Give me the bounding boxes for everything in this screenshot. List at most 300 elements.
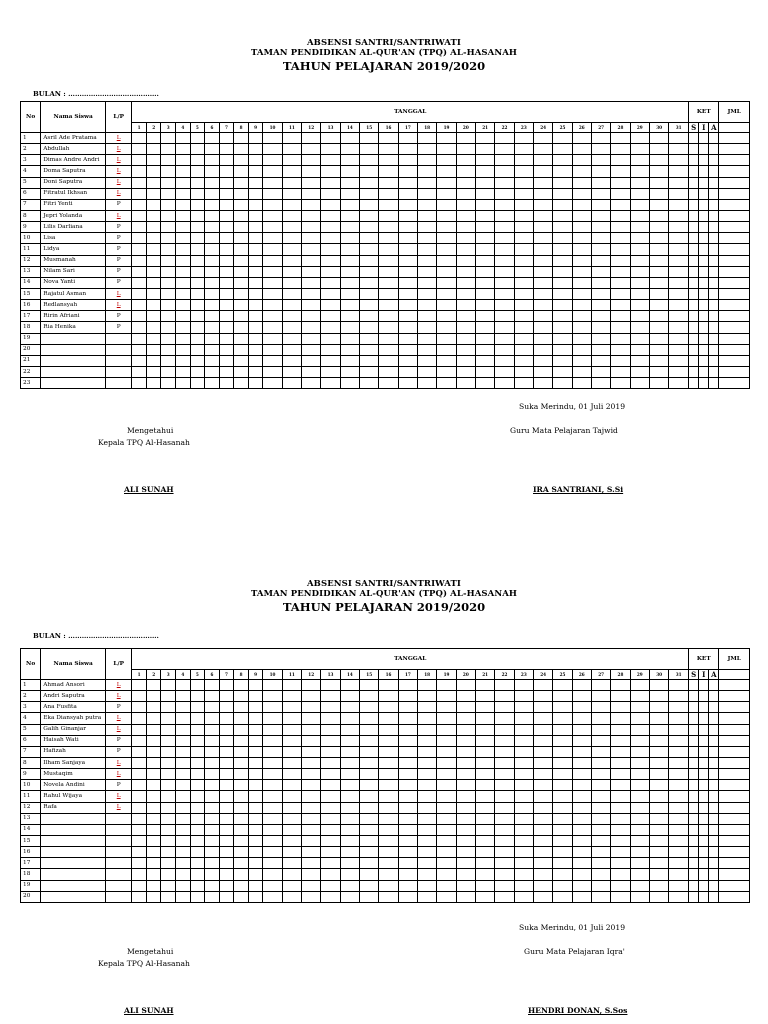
attendance-cell[interactable]: [146, 757, 161, 768]
attendance-cell[interactable]: [219, 177, 234, 188]
attendance-cell[interactable]: [379, 802, 398, 813]
attendance-cell[interactable]: [630, 366, 649, 377]
attendance-cell[interactable]: [495, 757, 514, 768]
attendance-cell[interactable]: [418, 769, 437, 780]
attendance-cell[interactable]: [234, 277, 249, 288]
attendance-cell[interactable]: [611, 869, 630, 880]
attendance-cell[interactable]: [591, 858, 610, 869]
attendance-cell[interactable]: [263, 835, 282, 846]
attendance-cell[interactable]: [379, 813, 398, 824]
attendance-cell[interactable]: [514, 702, 533, 713]
attendance-cell[interactable]: [146, 266, 161, 277]
attendance-cell[interactable]: [379, 702, 398, 713]
attendance-cell[interactable]: [379, 133, 398, 144]
attendance-cell[interactable]: [205, 746, 220, 757]
attendance-cell[interactable]: [591, 288, 610, 299]
attendance-cell[interactable]: [205, 713, 220, 724]
attendance-cell[interactable]: [146, 680, 161, 691]
attendance-cell[interactable]: [630, 133, 649, 144]
attendance-cell[interactable]: [630, 735, 649, 746]
attendance-cell[interactable]: [205, 835, 220, 846]
attendance-cell[interactable]: [437, 835, 456, 846]
attendance-cell[interactable]: [476, 847, 495, 858]
attendance-cell[interactable]: [514, 300, 533, 311]
attendance-cell[interactable]: [248, 255, 263, 266]
attendance-cell[interactable]: [630, 713, 649, 724]
attendance-cell[interactable]: [321, 680, 340, 691]
attendance-cell[interactable]: [495, 835, 514, 846]
attendance-cell[interactable]: [398, 847, 417, 858]
attendance-cell[interactable]: [437, 691, 456, 702]
attendance-cell[interactable]: [553, 891, 572, 902]
attendance-cell[interactable]: [495, 880, 514, 891]
attendance-cell[interactable]: [146, 344, 161, 355]
attendance-cell[interactable]: [476, 210, 495, 221]
attendance-cell[interactable]: [553, 869, 572, 880]
attendance-cell[interactable]: [649, 724, 668, 735]
attendance-cell[interactable]: [219, 255, 234, 266]
attendance-cell[interactable]: [495, 780, 514, 791]
attendance-cell[interactable]: [437, 713, 456, 724]
attendance-cell[interactable]: [132, 724, 147, 735]
attendance-cell[interactable]: [176, 813, 191, 824]
attendance-cell[interactable]: [514, 266, 533, 277]
attendance-cell[interactable]: [591, 691, 610, 702]
attendance-cell[interactable]: [302, 824, 321, 835]
attendance-cell[interactable]: [379, 713, 398, 724]
attendance-cell[interactable]: [495, 300, 514, 311]
attendance-cell[interactable]: [190, 255, 205, 266]
attendance-cell[interactable]: [132, 835, 147, 846]
attendance-cell[interactable]: [219, 355, 234, 366]
total-cell[interactable]: [719, 780, 750, 791]
remark-cell[interactable]: [699, 277, 709, 288]
attendance-cell[interactable]: [630, 210, 649, 221]
attendance-cell[interactable]: [514, 288, 533, 299]
attendance-cell[interactable]: [321, 847, 340, 858]
attendance-cell[interactable]: [234, 222, 249, 233]
attendance-cell[interactable]: [398, 858, 417, 869]
remark-cell[interactable]: [699, 144, 709, 155]
attendance-cell[interactable]: [161, 344, 176, 355]
attendance-cell[interactable]: [132, 355, 147, 366]
attendance-cell[interactable]: [649, 791, 668, 802]
attendance-cell[interactable]: [360, 824, 379, 835]
attendance-cell[interactable]: [302, 300, 321, 311]
attendance-cell[interactable]: [533, 680, 552, 691]
attendance-cell[interactable]: [190, 713, 205, 724]
attendance-cell[interactable]: [302, 780, 321, 791]
attendance-cell[interactable]: [146, 188, 161, 199]
attendance-cell[interactable]: [302, 735, 321, 746]
attendance-cell[interactable]: [190, 891, 205, 902]
attendance-cell[interactable]: [630, 311, 649, 322]
attendance-cell[interactable]: [611, 366, 630, 377]
attendance-cell[interactable]: [398, 322, 417, 333]
attendance-cell[interactable]: [132, 311, 147, 322]
attendance-cell[interactable]: [476, 133, 495, 144]
attendance-cell[interactable]: [321, 769, 340, 780]
attendance-cell[interactable]: [649, 266, 668, 277]
attendance-cell[interactable]: [248, 735, 263, 746]
attendance-cell[interactable]: [611, 233, 630, 244]
attendance-cell[interactable]: [205, 757, 220, 768]
attendance-cell[interactable]: [219, 769, 234, 780]
attendance-cell[interactable]: [495, 144, 514, 155]
attendance-cell[interactable]: [132, 144, 147, 155]
attendance-cell[interactable]: [437, 188, 456, 199]
attendance-cell[interactable]: [649, 366, 668, 377]
attendance-cell[interactable]: [360, 691, 379, 702]
attendance-cell[interactable]: [669, 311, 689, 322]
attendance-cell[interactable]: [132, 210, 147, 221]
attendance-cell[interactable]: [514, 869, 533, 880]
total-cell[interactable]: [719, 233, 750, 244]
attendance-cell[interactable]: [379, 769, 398, 780]
attendance-cell[interactable]: [263, 311, 282, 322]
attendance-cell[interactable]: [302, 869, 321, 880]
attendance-cell[interactable]: [302, 791, 321, 802]
attendance-cell[interactable]: [476, 322, 495, 333]
attendance-cell[interactable]: [476, 233, 495, 244]
attendance-cell[interactable]: [611, 311, 630, 322]
attendance-cell[interactable]: [398, 244, 417, 255]
attendance-cell[interactable]: [649, 735, 668, 746]
attendance-cell[interactable]: [669, 255, 689, 266]
remark-cell[interactable]: [699, 713, 709, 724]
attendance-cell[interactable]: [146, 288, 161, 299]
attendance-cell[interactable]: [572, 802, 591, 813]
attendance-cell[interactable]: [611, 155, 630, 166]
attendance-cell[interactable]: [321, 735, 340, 746]
attendance-cell[interactable]: [533, 277, 552, 288]
attendance-cell[interactable]: [176, 188, 191, 199]
attendance-cell[interactable]: [591, 144, 610, 155]
attendance-cell[interactable]: [205, 333, 220, 344]
attendance-cell[interactable]: [437, 311, 456, 322]
attendance-cell[interactable]: [398, 266, 417, 277]
attendance-cell[interactable]: [418, 166, 437, 177]
attendance-cell[interactable]: [591, 355, 610, 366]
attendance-cell[interactable]: [611, 199, 630, 210]
attendance-cell[interactable]: [495, 233, 514, 244]
attendance-cell[interactable]: [572, 746, 591, 757]
remark-cell[interactable]: [689, 199, 699, 210]
attendance-cell[interactable]: [205, 824, 220, 835]
attendance-cell[interactable]: [591, 769, 610, 780]
attendance-cell[interactable]: [190, 244, 205, 255]
attendance-cell[interactable]: [132, 847, 147, 858]
attendance-cell[interactable]: [248, 344, 263, 355]
attendance-cell[interactable]: [533, 322, 552, 333]
attendance-cell[interactable]: [533, 166, 552, 177]
attendance-cell[interactable]: [418, 880, 437, 891]
attendance-cell[interactable]: [282, 210, 301, 221]
attendance-cell[interactable]: [340, 188, 359, 199]
attendance-cell[interactable]: [630, 791, 649, 802]
attendance-cell[interactable]: [205, 244, 220, 255]
attendance-cell[interactable]: [161, 680, 176, 691]
attendance-cell[interactable]: [456, 891, 475, 902]
remark-cell[interactable]: [709, 378, 719, 389]
attendance-cell[interactable]: [132, 378, 147, 389]
attendance-cell[interactable]: [161, 824, 176, 835]
attendance-cell[interactable]: [418, 133, 437, 144]
attendance-cell[interactable]: [379, 780, 398, 791]
attendance-cell[interactable]: [263, 880, 282, 891]
attendance-cell[interactable]: [630, 378, 649, 389]
attendance-cell[interactable]: [591, 155, 610, 166]
attendance-cell[interactable]: [190, 791, 205, 802]
remark-cell[interactable]: [709, 188, 719, 199]
remark-cell[interactable]: [689, 233, 699, 244]
attendance-cell[interactable]: [360, 780, 379, 791]
remark-cell[interactable]: [689, 847, 699, 858]
attendance-cell[interactable]: [219, 791, 234, 802]
attendance-cell[interactable]: [282, 746, 301, 757]
attendance-cell[interactable]: [495, 188, 514, 199]
attendance-cell[interactable]: [360, 277, 379, 288]
attendance-cell[interactable]: [234, 891, 249, 902]
attendance-cell[interactable]: [282, 155, 301, 166]
attendance-cell[interactable]: [321, 288, 340, 299]
attendance-cell[interactable]: [340, 222, 359, 233]
attendance-cell[interactable]: [418, 210, 437, 221]
attendance-cell[interactable]: [282, 802, 301, 813]
attendance-cell[interactable]: [176, 858, 191, 869]
attendance-cell[interactable]: [263, 791, 282, 802]
remark-cell[interactable]: [709, 691, 719, 702]
remark-cell[interactable]: [689, 769, 699, 780]
attendance-cell[interactable]: [630, 355, 649, 366]
attendance-cell[interactable]: [176, 266, 191, 277]
attendance-cell[interactable]: [379, 322, 398, 333]
attendance-cell[interactable]: [418, 378, 437, 389]
attendance-cell[interactable]: [176, 746, 191, 757]
attendance-cell[interactable]: [248, 802, 263, 813]
attendance-cell[interactable]: [553, 858, 572, 869]
attendance-cell[interactable]: [205, 188, 220, 199]
attendance-cell[interactable]: [456, 144, 475, 155]
attendance-cell[interactable]: [219, 880, 234, 891]
attendance-cell[interactable]: [591, 891, 610, 902]
attendance-cell[interactable]: [669, 277, 689, 288]
attendance-cell[interactable]: [418, 244, 437, 255]
total-cell[interactable]: [719, 222, 750, 233]
attendance-cell[interactable]: [379, 300, 398, 311]
attendance-cell[interactable]: [572, 691, 591, 702]
attendance-cell[interactable]: [205, 791, 220, 802]
attendance-cell[interactable]: [234, 680, 249, 691]
remark-cell[interactable]: [699, 724, 709, 735]
attendance-cell[interactable]: [476, 757, 495, 768]
attendance-cell[interactable]: [630, 746, 649, 757]
attendance-cell[interactable]: [514, 133, 533, 144]
attendance-cell[interactable]: [379, 791, 398, 802]
attendance-cell[interactable]: [630, 322, 649, 333]
attendance-cell[interactable]: [205, 802, 220, 813]
attendance-cell[interactable]: [553, 233, 572, 244]
remark-cell[interactable]: [709, 791, 719, 802]
attendance-cell[interactable]: [321, 724, 340, 735]
attendance-cell[interactable]: [263, 277, 282, 288]
total-cell[interactable]: [719, 713, 750, 724]
attendance-cell[interactable]: [611, 166, 630, 177]
attendance-cell[interactable]: [649, 233, 668, 244]
attendance-cell[interactable]: [533, 344, 552, 355]
attendance-cell[interactable]: [476, 735, 495, 746]
attendance-cell[interactable]: [669, 244, 689, 255]
attendance-cell[interactable]: [456, 702, 475, 713]
attendance-cell[interactable]: [302, 277, 321, 288]
attendance-cell[interactable]: [553, 210, 572, 221]
attendance-cell[interactable]: [379, 735, 398, 746]
attendance-cell[interactable]: [418, 355, 437, 366]
attendance-cell[interactable]: [649, 378, 668, 389]
attendance-cell[interactable]: [340, 210, 359, 221]
attendance-cell[interactable]: [379, 144, 398, 155]
attendance-cell[interactable]: [263, 769, 282, 780]
attendance-cell[interactable]: [630, 780, 649, 791]
attendance-cell[interactable]: [360, 188, 379, 199]
attendance-cell[interactable]: [161, 702, 176, 713]
attendance-cell[interactable]: [282, 813, 301, 824]
attendance-cell[interactable]: [219, 824, 234, 835]
attendance-cell[interactable]: [418, 802, 437, 813]
attendance-cell[interactable]: [553, 277, 572, 288]
attendance-cell[interactable]: [418, 222, 437, 233]
attendance-cell[interactable]: [282, 378, 301, 389]
attendance-cell[interactable]: [248, 366, 263, 377]
attendance-cell[interactable]: [302, 344, 321, 355]
attendance-cell[interactable]: [418, 288, 437, 299]
remark-cell[interactable]: [709, 266, 719, 277]
attendance-cell[interactable]: [321, 880, 340, 891]
attendance-cell[interactable]: [514, 847, 533, 858]
total-cell[interactable]: [719, 366, 750, 377]
attendance-cell[interactable]: [176, 780, 191, 791]
attendance-cell[interactable]: [161, 199, 176, 210]
attendance-cell[interactable]: [248, 757, 263, 768]
attendance-cell[interactable]: [514, 713, 533, 724]
attendance-cell[interactable]: [437, 724, 456, 735]
attendance-cell[interactable]: [302, 155, 321, 166]
attendance-cell[interactable]: [132, 702, 147, 713]
attendance-cell[interactable]: [514, 144, 533, 155]
attendance-cell[interactable]: [669, 155, 689, 166]
attendance-cell[interactable]: [132, 691, 147, 702]
attendance-cell[interactable]: [398, 713, 417, 724]
attendance-cell[interactable]: [248, 858, 263, 869]
attendance-cell[interactable]: [146, 802, 161, 813]
attendance-cell[interactable]: [302, 835, 321, 846]
attendance-cell[interactable]: [219, 835, 234, 846]
attendance-cell[interactable]: [476, 355, 495, 366]
attendance-cell[interactable]: [190, 222, 205, 233]
attendance-cell[interactable]: [456, 680, 475, 691]
attendance-cell[interactable]: [302, 266, 321, 277]
attendance-cell[interactable]: [553, 378, 572, 389]
attendance-cell[interactable]: [611, 344, 630, 355]
attendance-cell[interactable]: [132, 880, 147, 891]
remark-cell[interactable]: [699, 210, 709, 221]
remark-cell[interactable]: [689, 177, 699, 188]
attendance-cell[interactable]: [398, 277, 417, 288]
remark-cell[interactable]: [709, 824, 719, 835]
attendance-cell[interactable]: [437, 769, 456, 780]
attendance-cell[interactable]: [234, 802, 249, 813]
attendance-cell[interactable]: [205, 680, 220, 691]
attendance-cell[interactable]: [476, 166, 495, 177]
remark-cell[interactable]: [709, 277, 719, 288]
attendance-cell[interactable]: [669, 691, 689, 702]
attendance-cell[interactable]: [263, 869, 282, 880]
attendance-cell[interactable]: [132, 255, 147, 266]
attendance-cell[interactable]: [572, 266, 591, 277]
remark-cell[interactable]: [689, 255, 699, 266]
attendance-cell[interactable]: [302, 288, 321, 299]
attendance-cell[interactable]: [282, 769, 301, 780]
attendance-cell[interactable]: [205, 277, 220, 288]
attendance-cell[interactable]: [146, 835, 161, 846]
attendance-cell[interactable]: [553, 780, 572, 791]
attendance-cell[interactable]: [321, 355, 340, 366]
attendance-cell[interactable]: [248, 847, 263, 858]
attendance-cell[interactable]: [398, 702, 417, 713]
remark-cell[interactable]: [699, 824, 709, 835]
attendance-cell[interactable]: [591, 177, 610, 188]
attendance-cell[interactable]: [190, 847, 205, 858]
attendance-cell[interactable]: [533, 769, 552, 780]
attendance-cell[interactable]: [418, 680, 437, 691]
attendance-cell[interactable]: [360, 746, 379, 757]
total-cell[interactable]: [719, 333, 750, 344]
remark-cell[interactable]: [689, 835, 699, 846]
attendance-cell[interactable]: [669, 210, 689, 221]
attendance-cell[interactable]: [533, 724, 552, 735]
attendance-cell[interactable]: [360, 210, 379, 221]
attendance-cell[interactable]: [591, 702, 610, 713]
attendance-cell[interactable]: [340, 802, 359, 813]
attendance-cell[interactable]: [398, 333, 417, 344]
remark-cell[interactable]: [709, 155, 719, 166]
attendance-cell[interactable]: [321, 322, 340, 333]
attendance-cell[interactable]: [340, 680, 359, 691]
attendance-cell[interactable]: [476, 769, 495, 780]
attendance-cell[interactable]: [161, 266, 176, 277]
attendance-cell[interactable]: [234, 835, 249, 846]
attendance-cell[interactable]: [132, 366, 147, 377]
attendance-cell[interactable]: [437, 144, 456, 155]
attendance-cell[interactable]: [611, 780, 630, 791]
attendance-cell[interactable]: [476, 802, 495, 813]
attendance-cell[interactable]: [649, 835, 668, 846]
attendance-cell[interactable]: [533, 780, 552, 791]
attendance-cell[interactable]: [340, 255, 359, 266]
attendance-cell[interactable]: [591, 724, 610, 735]
attendance-cell[interactable]: [591, 780, 610, 791]
attendance-cell[interactable]: [340, 177, 359, 188]
attendance-cell[interactable]: [132, 233, 147, 244]
attendance-cell[interactable]: [437, 355, 456, 366]
attendance-cell[interactable]: [248, 210, 263, 221]
attendance-cell[interactable]: [533, 880, 552, 891]
attendance-cell[interactable]: [533, 746, 552, 757]
attendance-cell[interactable]: [176, 155, 191, 166]
attendance-cell[interactable]: [248, 155, 263, 166]
attendance-cell[interactable]: [263, 780, 282, 791]
attendance-cell[interactable]: [553, 288, 572, 299]
